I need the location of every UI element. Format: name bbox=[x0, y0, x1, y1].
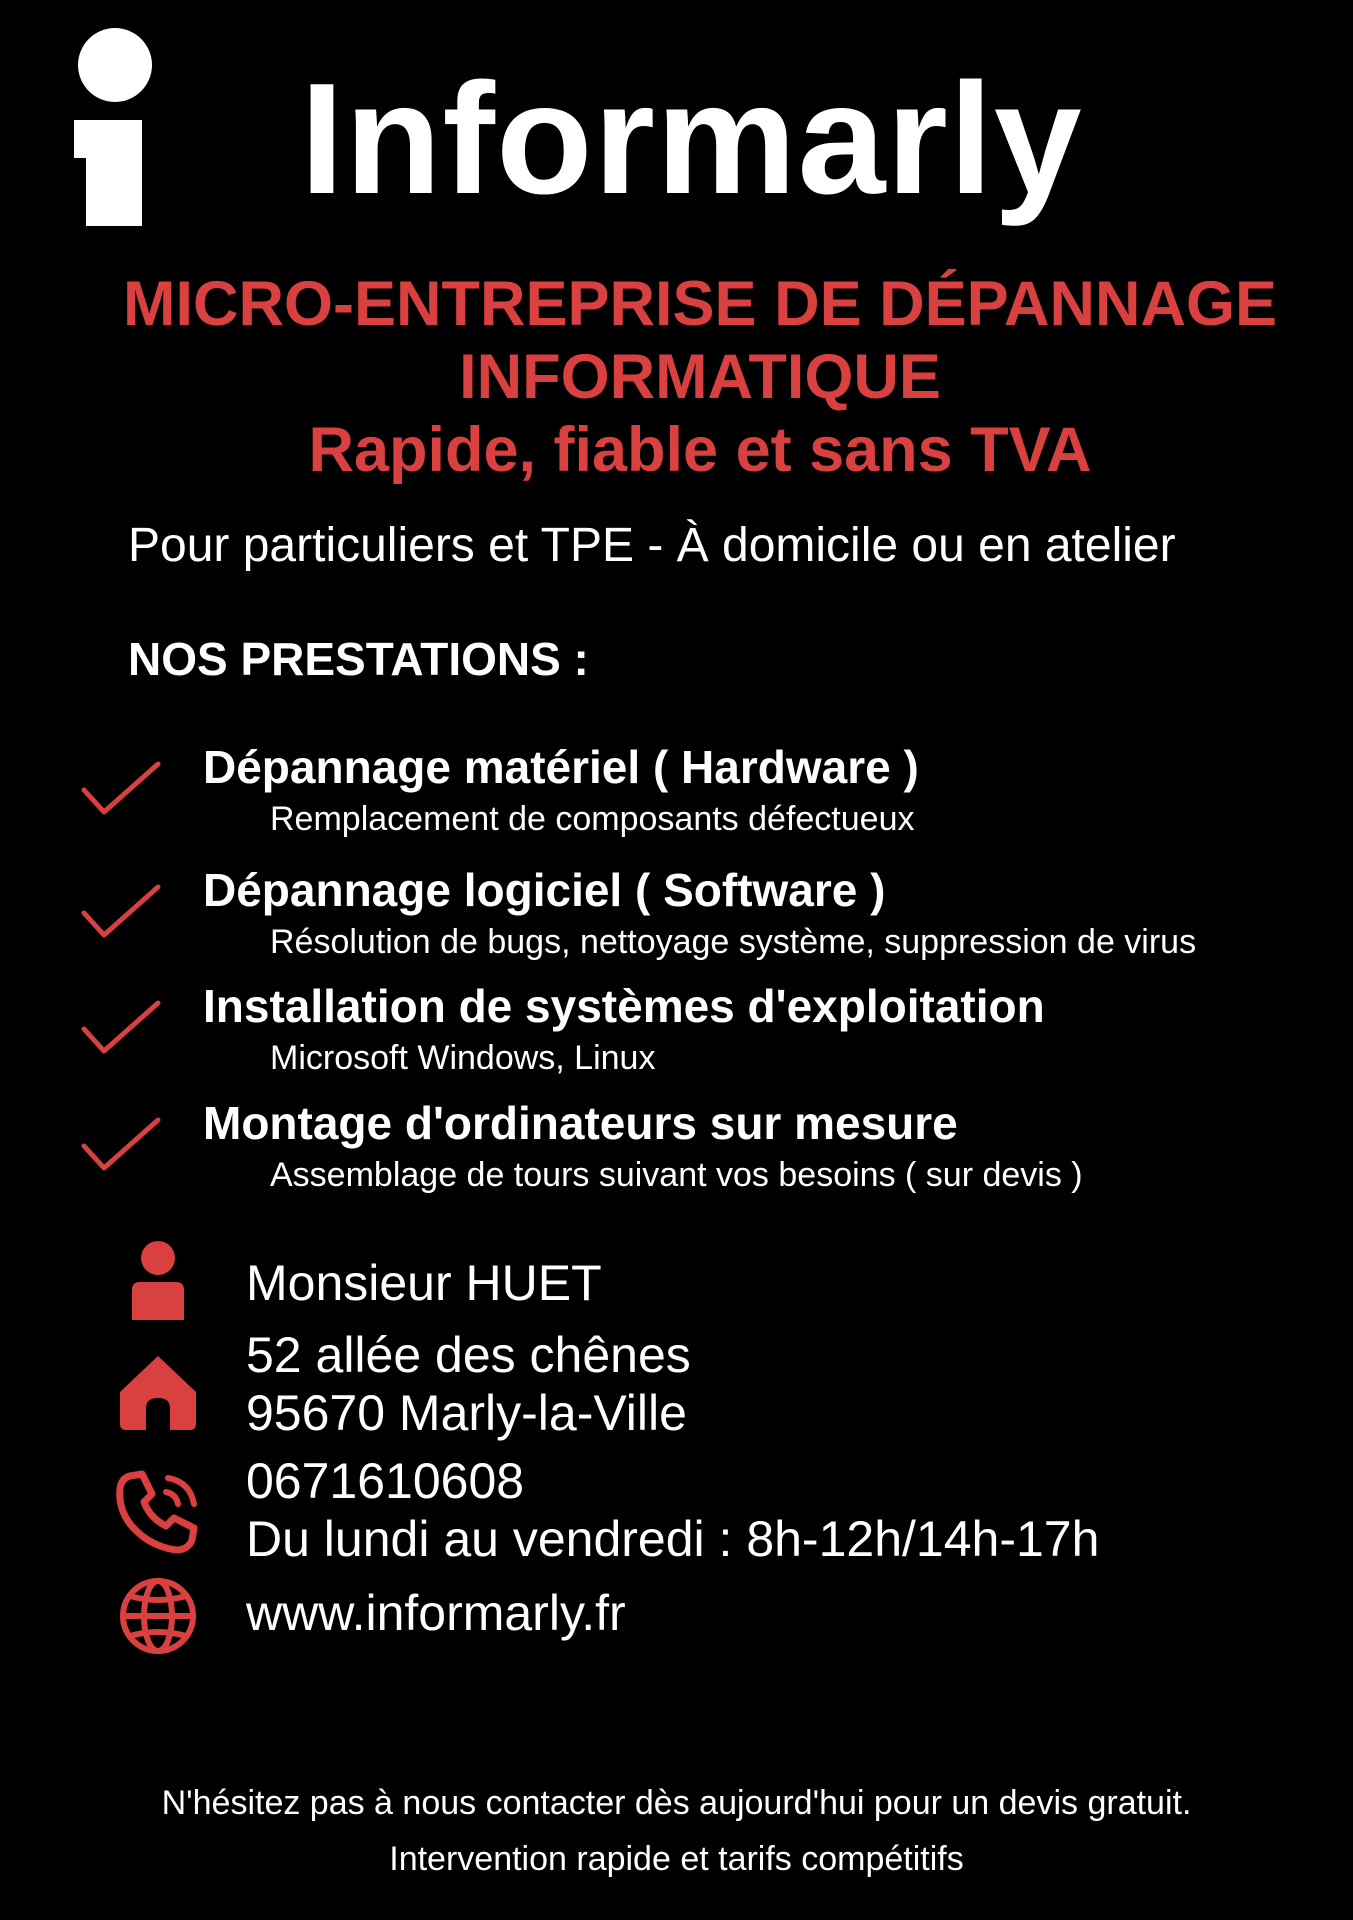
check-icon bbox=[80, 883, 162, 939]
globe-icon bbox=[118, 1576, 198, 1656]
service-description: Résolution de bugs, nettoyage système, suppression de virus bbox=[270, 923, 1197, 961]
service-title: Dépannage logiciel ( Software ) bbox=[203, 864, 886, 916]
home-icon bbox=[118, 1352, 198, 1432]
services-title: NOS PRESTATIONS : bbox=[128, 633, 589, 685]
contact-name: Monsieur HUET bbox=[246, 1255, 602, 1311]
headline bbox=[0, 268, 1353, 487]
person-icon bbox=[126, 1240, 190, 1320]
footer-line-2: Intervention rapide et tarifs compétitifs bbox=[389, 1840, 964, 1878]
service-description: Assemblage de tours suivant vos besoins ( sur devis ) bbox=[270, 1156, 1083, 1194]
check-icon bbox=[80, 760, 162, 816]
service-title: Montage d'ordinateurs sur mesure bbox=[203, 1097, 958, 1149]
service-title: Installation de systèmes d'exploitation bbox=[203, 980, 1045, 1032]
tagline: Rapide, fiable et sans TVA bbox=[308, 415, 1092, 485]
service-description: Remplacement de composants défectueux bbox=[270, 800, 915, 838]
audience-text: Pour particuliers et TPE - À domicile ou en atelier bbox=[128, 519, 1176, 572]
headline-line-1: MICRO-ENTREPRISE DE DÉPANNAGE bbox=[123, 269, 1277, 339]
opening-hours: Du lundi au vendredi : 8h-12h/14h-17h bbox=[246, 1511, 1100, 1567]
address-line-2: 95670 Marly-la-Ville bbox=[246, 1385, 687, 1441]
footer-line-1: N'hésitez pas à nous contacter dès aujourd'hui pour un devis gratuit. bbox=[161, 1784, 1192, 1822]
phone-number[interactable]: 0671610608 bbox=[246, 1453, 525, 1509]
phone-icon bbox=[116, 1468, 200, 1554]
service-title: Dépannage matériel ( Hardware ) bbox=[203, 741, 919, 793]
check-icon bbox=[80, 1116, 162, 1172]
website-link[interactable]: www.informarly.fr bbox=[246, 1585, 626, 1641]
headline-line-2: INFORMATIQUE bbox=[459, 342, 941, 412]
check-icon bbox=[80, 999, 162, 1055]
address-line-1: 52 allée des chênes bbox=[246, 1327, 691, 1383]
info-i-icon bbox=[74, 28, 156, 228]
service-description: Microsoft Windows, Linux bbox=[270, 1039, 656, 1077]
brand-name: Informarly bbox=[300, 51, 1083, 227]
